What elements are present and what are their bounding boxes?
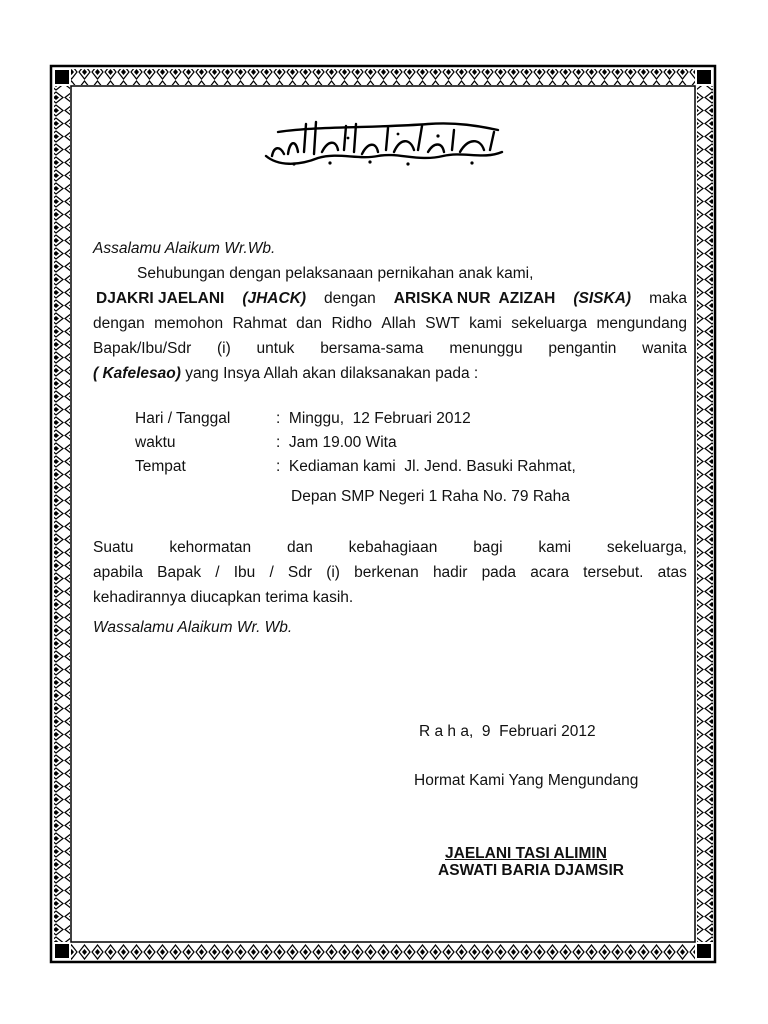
bride-nickname: (SISKA) xyxy=(573,290,632,307)
greeting: Assalamu Alaikum Wr.Wb. xyxy=(93,240,276,257)
word: Ibu xyxy=(233,564,256,581)
closing-line-2 xyxy=(93,564,687,582)
maka-word: maka xyxy=(649,290,687,307)
time-value: : Jam 19.00 Wita xyxy=(276,434,397,451)
signer-1: JAELANI TASI ALIMIN xyxy=(445,845,607,862)
event-name: ( Kafelesao) xyxy=(93,365,181,382)
word: wanita xyxy=(642,340,687,357)
body-line-2 xyxy=(93,315,687,333)
word: mengundang xyxy=(596,315,687,332)
word: pada xyxy=(481,564,517,581)
word: dengan xyxy=(93,315,145,332)
word: dan xyxy=(296,315,323,332)
connector-word: dengan xyxy=(324,290,376,307)
word: acara xyxy=(530,564,569,581)
word: sekeluarga xyxy=(511,315,588,332)
word: Ridho xyxy=(331,315,372,332)
word: tersebut. xyxy=(583,564,644,581)
word: Allah xyxy=(381,315,416,332)
word: Rahmat xyxy=(232,315,287,332)
word: dan xyxy=(286,539,313,556)
couple-line xyxy=(93,290,687,308)
word: pengantin xyxy=(548,340,617,357)
groom-name: DJAKRI JAELANI xyxy=(96,290,225,307)
day-label: Hari / Tanggal xyxy=(135,410,231,427)
day-value: : Minggu, 12 Februari 2012 xyxy=(276,410,471,427)
body-line-4-rest: yang Insya Allah akan dilaksanakan pada : xyxy=(185,365,479,382)
word: (i) xyxy=(326,564,340,581)
place-value-2: Depan SMP Negeri 1 Raha No. 79 Raha xyxy=(291,488,570,505)
word: / xyxy=(269,564,274,581)
word: sekeluarga, xyxy=(606,539,687,556)
body-line-3 xyxy=(93,340,687,358)
groom-nickname: (JHACK) xyxy=(242,290,307,307)
bride-name: ARISKA NUR AZIZAH xyxy=(393,290,556,307)
word: bersama-sama xyxy=(320,340,424,357)
word: kebahagiaan xyxy=(348,539,438,556)
word: kehormatan xyxy=(169,539,252,556)
regards-text: Hormat Kami Yang Mengundang xyxy=(414,772,639,789)
closing-line-3: kehadirannya diucapkan terima kasih. xyxy=(93,589,354,606)
word: Suatu xyxy=(93,539,134,556)
word: apabila xyxy=(93,564,143,581)
word: / xyxy=(215,564,220,581)
intro-text: Sehubungan dengan pelaksanaan pernikahan anak kami, xyxy=(137,265,534,282)
place-date: R a h a, 9 Februari 2012 xyxy=(419,723,596,740)
farewell: Wassalamu Alaikum Wr. Wb. xyxy=(93,619,293,636)
word: (i) xyxy=(216,340,231,357)
word: kami xyxy=(469,315,502,332)
body-line-4 xyxy=(93,365,478,383)
word: hadir xyxy=(432,564,468,581)
place-value: : Kediaman kami Jl. Jend. Basuki Rahmat, xyxy=(276,458,576,475)
word: atas xyxy=(657,564,687,581)
word: bagi xyxy=(473,539,503,556)
word: untuk xyxy=(256,340,295,357)
closing-line-1 xyxy=(93,539,687,557)
word: menunggu xyxy=(449,340,523,357)
word: berkenan xyxy=(354,564,419,581)
word: SWT xyxy=(425,315,460,332)
place-label: Tempat xyxy=(135,458,186,475)
word: kami xyxy=(538,539,572,556)
word: memohon xyxy=(154,315,224,332)
word: Sdr xyxy=(287,564,313,581)
word: Bapak/Ibu/Sdr xyxy=(93,340,192,357)
time-label: waktu xyxy=(135,434,176,451)
signer-2: ASWATI BARIA DJAMSIR xyxy=(438,862,624,879)
word: Bapak xyxy=(157,564,202,581)
